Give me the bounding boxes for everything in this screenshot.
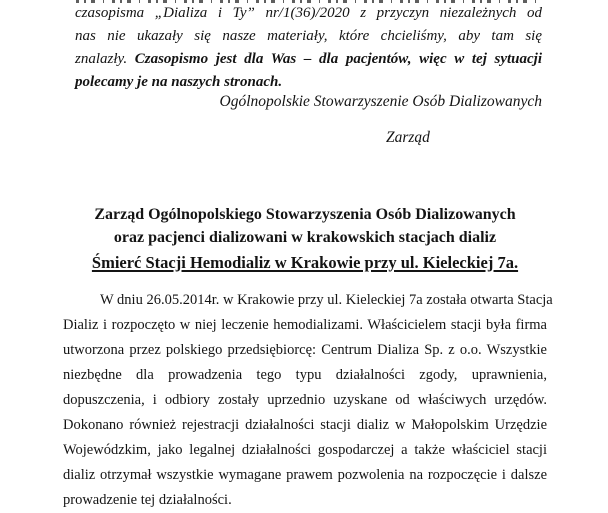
body-paragraph-line: dializ otrzymał wszystkie wymagane prawem pozwolenia na rozpoczęcie i dalsze [63,467,547,483]
intro-quote-line: nas nie ukazały się nasze materiały, które chcieliśmy, aby tam się [75,28,542,44]
body-paragraph [63,288,553,513]
intro-quote-line: czasopisma „Dializa i Ty” nr/1(36)/2020 z przyczyn niezależnych od [75,5,542,21]
section-heading-line1: Zarząd Ogólnopolskiego Stowarzyszenia Osób Dializowanych [94,206,516,223]
article-title-underlined: Śmierć Stacji Hemodializ w Krakowie przy ul. Kieleckiej 7a. [91,253,519,272]
body-paragraph-line: utworzona przez polskiego przedsiębiorcę: Centrum Dializa Sp. z o.o. Wszystkie [63,342,547,358]
body-paragraph-line: Wojewódzkim, jako legalnej działalności gospodarczej a także właściciel stacji [63,442,547,458]
body-paragraph-line: niezbędne dla prowadzenia tego typu działalności zgody, uprawnienia, [63,367,547,383]
intro-quote-line: znalazły. Czasopismo jest dla Was – dla pacjentów, więc w tej sytuacji [75,51,543,67]
signature-signer: Zarząd [386,129,430,146]
body-paragraph-line: dopuszczenia, i odbiory zostały uprzednio uzyskane od właściwych urzędów. [63,392,547,408]
section-heading [63,203,547,249]
body-paragraph-line: prowadzenie tej działalności. [63,492,232,508]
body-paragraph-line: Dokonano również rejestracji działalności stacji dializ w Małopolskim Urzędzie [63,417,547,433]
body-paragraph-line: Dializ i rozpoczęto w niej leczenie hemodializami. Właścicielem stacji była firma [63,317,547,333]
body-paragraph-line: W dniu 26.05.2014r. w Krakowie przy ul. Kieleckiej 7a została otwarta Stacja [100,292,553,308]
signature-organization: Ogólnopolskie Stowarzyszenie Osób Dializowanych [219,93,542,110]
section-heading-line2: oraz pacjenci dializowani w krakowskich stacjach dializ [113,229,497,246]
intro-quote-line: polecamy je na naszych stronach. [75,74,283,90]
intro-quote-block [75,2,542,94]
